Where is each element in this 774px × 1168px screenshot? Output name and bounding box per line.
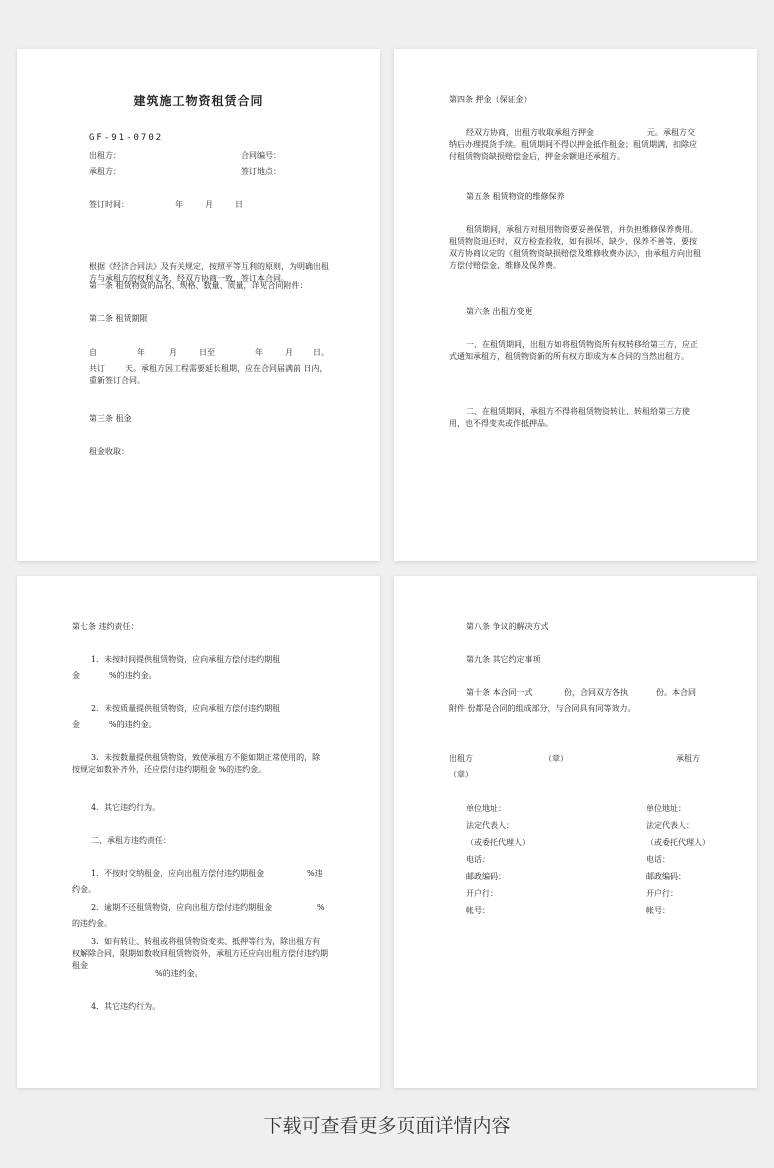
period-year-2: 年: [255, 348, 263, 357]
lessee-breach-2b: %: [317, 903, 325, 912]
article-6: 第六条 出租方变更: [466, 307, 533, 316]
article-3: 第三条 租金: [89, 414, 132, 423]
sign-month: 月: [205, 200, 213, 209]
article-2: 第二条 租赁期限: [89, 314, 148, 323]
period-day-end: 日。: [313, 348, 329, 357]
period-month-2: 月: [285, 348, 293, 357]
lessor-breach-3: 3．未按数量提供租赁物资，致使承租方不能如期正常使用的，除按规定如数补齐外，还应偿付违约期租金 %的违约金。: [72, 753, 321, 774]
period-to: 日至: [199, 348, 215, 357]
lessee-sign-label: 承租方: [676, 754, 700, 763]
lessee-breach-1c: 约金。: [72, 885, 96, 894]
article-10-d: 附件 份都是合同的组成部分，与合同具有同等效力。: [449, 704, 636, 713]
article-10-b: 份，合同双方各执: [564, 688, 628, 697]
download-more-footer[interactable]: 下载可查看更多页面详情内容: [263, 1115, 511, 1137]
contract-page-3: [17, 576, 380, 1088]
lessee-postcode-label: 邮政编码：: [646, 872, 686, 881]
article-4-text-a: 经双方协商，出租方收取承租方押金: [466, 128, 594, 137]
lessor-breach-1c: %的违约金。: [109, 671, 157, 680]
sign-day: 日: [235, 200, 243, 209]
lessee-breach-1a: 1．不按时交纳租金，应向出租方偿付违约期租金: [91, 869, 265, 878]
article-6-text-2: 二、在租赁期间，承租方不得将租赁物资转让、转租给第三方使用，也不得变卖或作抵押品。: [449, 407, 690, 428]
contract-title: 建筑施工物资租赁合同: [133, 94, 264, 108]
article-4-text-b: 元。承租方交纳后办理提货手续。租赁期间不得以押金抵作租金；租赁期满，扣除应付租赁物资缺损赔偿金后，押金余额退还承租方。: [449, 128, 697, 161]
lessor-agent-label: （或委托代理人）: [466, 838, 530, 847]
period-year-1: 年: [137, 348, 145, 357]
lessee-breach-3a: 3．如有转让、转租或将租赁物资变卖、抵押等行为，除出租方有权解除合同，限期如数收回租赁物资外，承租方还应向出租方偿付违约期租金: [72, 937, 328, 970]
contract-code: GF-91-0702: [89, 133, 164, 143]
sign-time-label: 签订时间：: [89, 200, 129, 209]
article-10-c: 份。本合同: [656, 688, 696, 697]
lessee-label: 承租方：: [89, 167, 121, 176]
article-1: 第一条 租赁物资的品名、规格、数量、质量，详见合同附件：: [89, 281, 308, 290]
contract-no-label: 合同编号：: [241, 151, 281, 160]
lessor-breach-1b: 金: [72, 671, 80, 680]
article-4: 第四条 押金（保证金）: [449, 95, 532, 104]
period-total: 共订: [89, 364, 105, 373]
rent-calc-label: 租金收取：: [89, 447, 129, 456]
lessor-breach-2b: 金: [72, 720, 80, 729]
lessor-bank-label: 开户行：: [466, 889, 498, 898]
lessor-address-label: 单位地址：: [466, 804, 506, 813]
period-month-1: 月: [169, 348, 177, 357]
period-days-text: 天。承租方因工程需要延长租期，应在合同届满前 日内，重新签订合同。: [89, 364, 328, 385]
lessee-breach-1b: %违: [307, 869, 323, 878]
lessee-account-label: 帐号：: [646, 906, 670, 915]
lessor-seal: （章）: [544, 754, 568, 763]
period-from: 自: [89, 348, 97, 357]
contract-page-2: [394, 49, 757, 561]
lessee-agent-label: （或委托代理人）: [646, 838, 710, 847]
lessor-account-label: 帐号：: [466, 906, 490, 915]
article-9: 第九条 其它约定事项: [466, 655, 541, 664]
sign-year: 年: [175, 200, 183, 209]
article-7: 第七条 违约责任：: [72, 622, 139, 631]
article-8: 第八条 争议的解决方式: [466, 622, 549, 631]
contract-page-1: [17, 49, 380, 561]
lessee-breach-2a: 2．逾期不还租赁物资，应向出租方偿付违约期租金: [91, 903, 273, 912]
lessee-breach-2c: 的违约金。: [72, 919, 112, 928]
lessor-sign-label: 出租方: [449, 754, 473, 763]
lessor-postcode-label: 邮政编码：: [466, 872, 506, 881]
lessor-breach-2a: 2．未按质量提供租赁物资，应向承租方偿付违约期租: [91, 704, 281, 713]
lessee-breach-3b: %的违约金。: [155, 969, 203, 978]
lessee-phone-label: 电话：: [646, 855, 670, 864]
lessor-phone-label: 电话：: [466, 855, 490, 864]
lessee-breach-heading: 二、承租方违约责任：: [91, 836, 171, 845]
article-5-text: 租赁期间，承租方对租用物资要妥善保管，并负担维修保养费用。租赁物资退还时，双方检查验收，如有损坏、缺少、保养不善等，要按双方协商议定的《租赁物资缺损赔偿及维修收费办法》，由承租方向出租方偿付赔偿金、维修及保养费。: [449, 225, 701, 270]
lessor-breach-1a: 1．未按时间提供租赁物资，应向承租方偿付违约期租: [91, 655, 281, 664]
lessee-representative-label: 法定代表人：: [646, 821, 694, 830]
lessee-address-label: 单位地址：: [646, 804, 686, 813]
contract-page-4: [394, 576, 757, 1088]
sign-place-label: 签订地点：: [241, 167, 281, 176]
article-6-text-1: 一、在租赁期间，出租方如将租赁物资所有权转移给第三方，应正式通知承租方，租赁物资新的所有权方即成为本合同的当然出租方。: [449, 340, 698, 361]
lessee-breach-4: 4．其它违约行为。: [91, 1002, 161, 1011]
lessor-breach-4: 4．其它违约行为。: [91, 803, 161, 812]
lessee-bank-label: 开户行：: [646, 889, 678, 898]
lessor-representative-label: 法定代表人：: [466, 821, 514, 830]
lessee-seal: （章）: [449, 770, 473, 779]
lessor-label: 出租方：: [89, 151, 121, 160]
article-5: 第五条 租赁物资的维修保养: [466, 192, 565, 201]
lessor-breach-2c: %的违约金。: [109, 720, 157, 729]
intro-paragraph: 根据《经济合同法》及有关规定，按照平等互利的原则，为明确出租方与承租方的权利义务，经双方协商一致，签订本合同。: [89, 262, 329, 283]
article-10-a: 第十条 本合同一式: [466, 688, 533, 697]
